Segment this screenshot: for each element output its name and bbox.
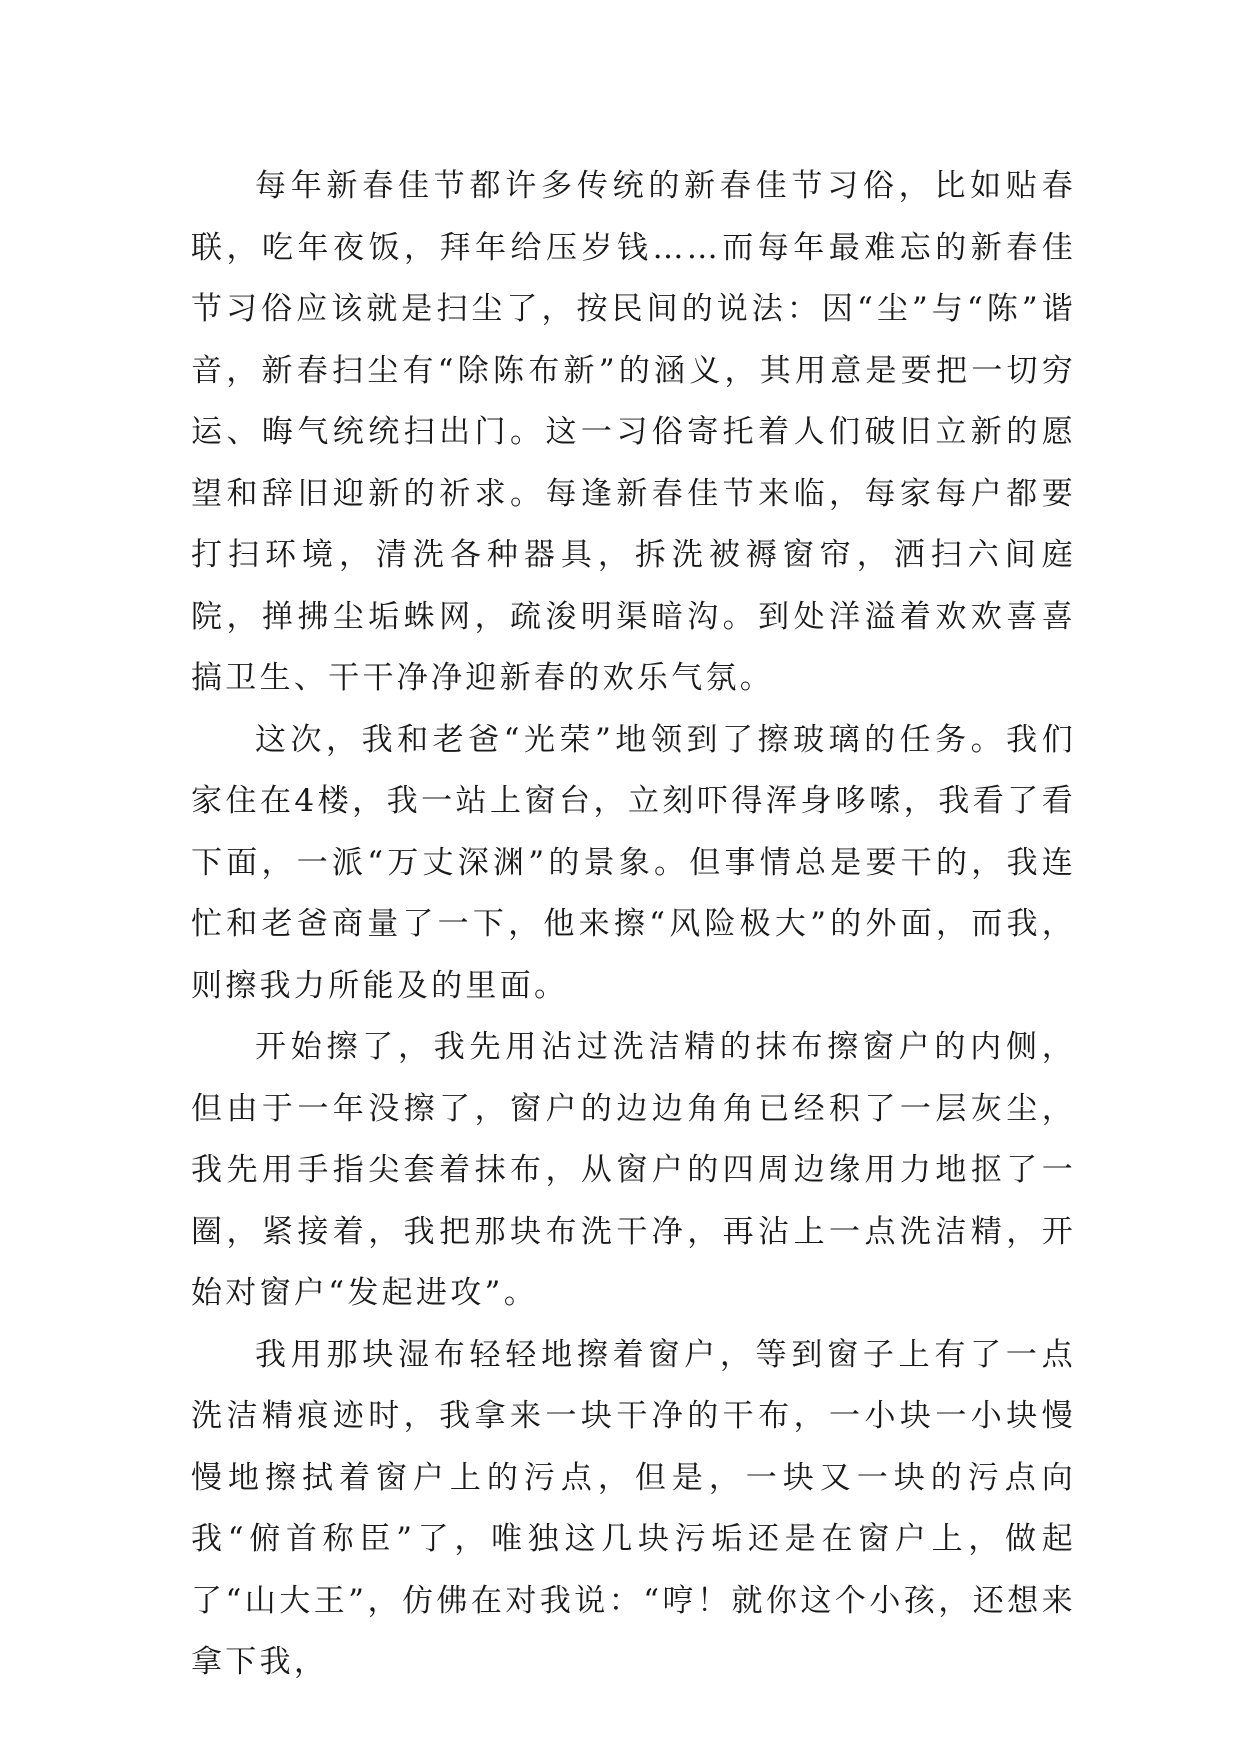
- paragraph-spring-cleaning-custom: 每年新春佳节都许多传统的新春佳节习俗，比如贴春联，吃年夜饭，拜年给压岁钱……而每年最难忘的新春佳节习俗应该就是扫尘了，按民间的说法：因“尘”与“陈”谐音，新春扫尘有“除陈布新”的涵义，其用意是要把一切穷运、晦气统统扫出门。这一习俗寄托着人们破旧立新的愿望和辞旧迎新的祈求。每逢新春佳节来临，每家每户都要打扫环境，清洗各种器具，拆洗被褥窗帘，洒扫六间庭院，掸拂尘垢蛛网，疏浚明渠暗沟。到处洋溢着欢欢喜喜搞卫生、干干净净迎新春的欢乐气氛。: [191, 168, 1076, 696]
- paragraph-stubborn-stains: 我用那块湿布轻轻地擦着窗户，等到窗子上有了一点洗洁精痕迹时，我拿来一块干净的干布，一小块一小块慢慢地擦拭着窗户上的污点，但是，一块又一块的污点向我“俯首称臣”了，唯独这几块污垢还是在窗户上，做起了“山大王”，仿佛在对我说：“哼！就你这个小孩，还想来拿下我，: [191, 1336, 1076, 1680]
- paragraph-window-task: 这次，我和老爸“光荣”地领到了擦玻璃的任务。我们家住在4楼，我一站上窗台，立刻吓得浑身哆嗦，我看了看下面，一派“万丈深渊”的景象。但事情总是要干的，我连忙和老爸商量了一下，他来擦“风险极大”的外面，而我，则擦我力所能及的里面。: [191, 721, 1076, 1004]
- paragraph-start-wiping: 开始擦了，我先用沾过洗洁精的抹布擦窗户的内侧，但由于一年没擦了，窗户的边边角角已经积了一层灰尘，我先用手指尖套着抹布，从窗户的四周边缘用力地抠了一圈，紧接着，我把那块布洗干净，再沾上一点洗洁精，开始对窗户“发起进攻”。: [191, 1029, 1076, 1311]
- document-body: [191, 156, 1076, 1694]
